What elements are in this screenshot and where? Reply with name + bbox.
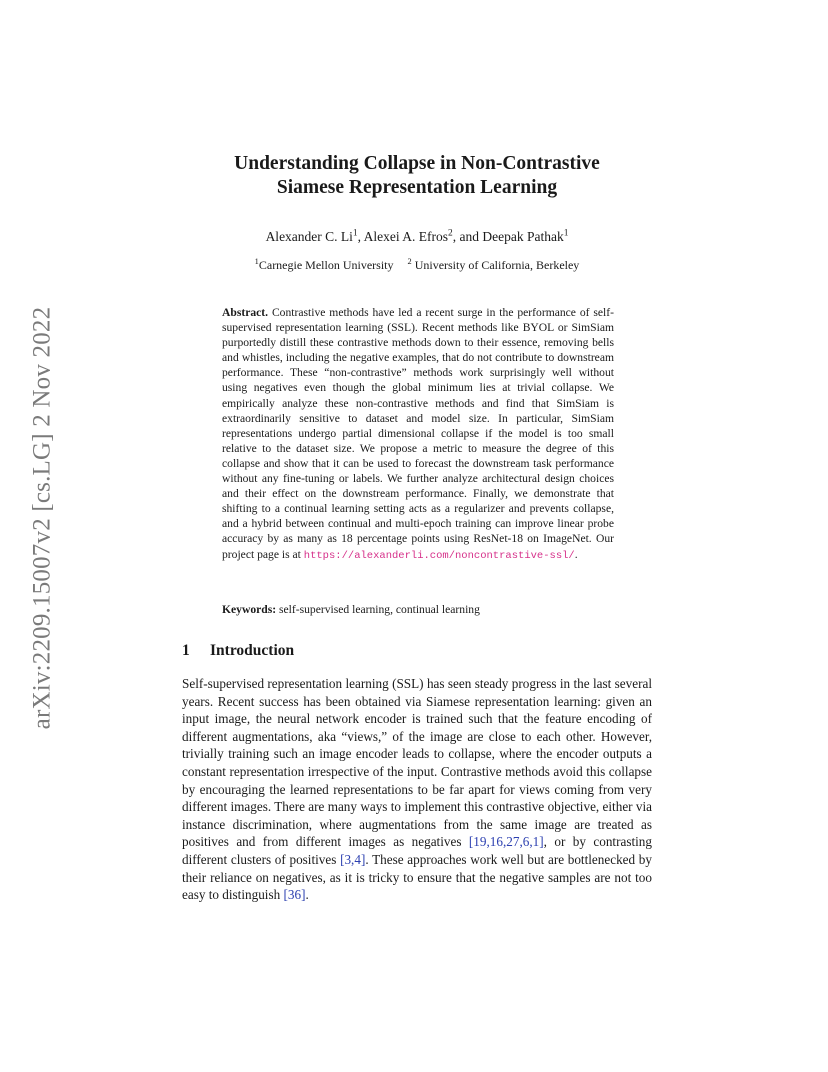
citation-link[interactable]: [36] (283, 887, 306, 903)
author-name: Alexei A. Efros (363, 229, 449, 244)
title-line-2: Siamese Representation Learning (276, 177, 558, 198)
affiliation-name: Carnegie Mellon University (258, 258, 394, 272)
abstract-label: Abstract. (222, 306, 269, 319)
title-line-1: Understanding Collapse in Non-Contrastive (234, 153, 600, 174)
section-number: 1 (182, 642, 190, 659)
keywords-text: self-supervised learning, continual learning (276, 603, 480, 616)
section-heading (182, 641, 652, 661)
citation-link[interactable]: [19,16,27,6,1] (468, 834, 544, 850)
keywords-label: Keywords: (222, 603, 277, 616)
affiliation-mark: 1 (254, 257, 259, 266)
author-list (182, 228, 652, 246)
author-affiliation-mark: 1 (352, 228, 358, 239)
paragraph-text: , or by contrasting different clusters of positives (182, 834, 652, 867)
author-affiliation-mark: 1 (563, 228, 569, 239)
author-name: Alexander C. Li (265, 229, 353, 244)
introduction-paragraph (182, 675, 652, 904)
paper-title (182, 152, 652, 200)
author-separator: , and (452, 229, 483, 244)
author-separator: , (357, 229, 364, 244)
abstract-text: Contrastive methods have led a recent surge in the performance of self-supervised representation learning (SSL). Recent methods like BYOL or SimSiam purportedly distill these contrastive methods down to their essence, removing bells and whistles, including the negative examples, that do not contribute to downstream performance. These “non-contrastive” methods work surprisingly well without using negatives even though the global minimum lies at trivial collapse. We empirically analyze these non-contrastive methods and find that SimSiam is extraordinarily sensitive to dataset and model size. In particular, SimSiam representations undergo partial dimensional collapse if the model is too small relative to the dataset size. We propose a metric to measure the degree of this collapse and show that it can be used to forecast the downstream task performance without any fine-tuning or labels. We further analyze architectural design choices and their effect on the downstream performance. Finally, we demonstrate that shifting to a continual learning setting acts as a regularizer and prevents collapse, and a hybrid between continual and multi-epoch training can improve linear probe accuracy by as many as 18 percentage points using ResNet-18 on ImageNet. Our project page is at (222, 306, 614, 561)
paragraph-text: Self-supervised representation learning (SSL) has seen steady progress in the last several years. Recent success has been obtained via Siamese representation learning: given an input image, the neural network encoder is trained such that the feature encoding of different augmentations, aka “views,” of the image are close to each other. However, trivially training such an image encoder leads to collapse, where the encoder outputs a constant representation irrespective of the input. Contrastive methods avoid this collapse by encouraging the learned representations to be far apart for views coming from very different images. There are many ways to implement this contrastive objective, either via instance discrimination, where augmentations from the same image are treated as positives and from different images as negatives (182, 676, 652, 850)
paragraph-text: . (305, 887, 309, 903)
author-affiliation-mark: 2 (448, 228, 453, 239)
arxiv-sidebar (20, 290, 64, 746)
affiliations (182, 257, 652, 273)
abstract-end: . (574, 547, 578, 561)
author-name: Deepak Pathak (482, 229, 564, 244)
paragraph-text: . These approaches work well but are bottlenecked by their reliance on negatives, as it is tricky to ensure that the negative samples are not too easy to distinguish (182, 851, 652, 903)
arxiv-identifier: arXiv:2209.15007v2 [cs.LG] 2 Nov 2022 (28, 306, 55, 730)
section-title: Introduction (210, 642, 295, 659)
affiliation-name: University of California, Berkeley (411, 258, 580, 272)
citation-link[interactable]: [3,4] (340, 851, 366, 867)
project-page-link[interactable]: https://alexanderli.com/noncontrastive-ssl/ (303, 549, 575, 562)
abstract (222, 305, 614, 564)
keywords (222, 602, 614, 617)
affiliation-mark: 2 (407, 257, 412, 266)
